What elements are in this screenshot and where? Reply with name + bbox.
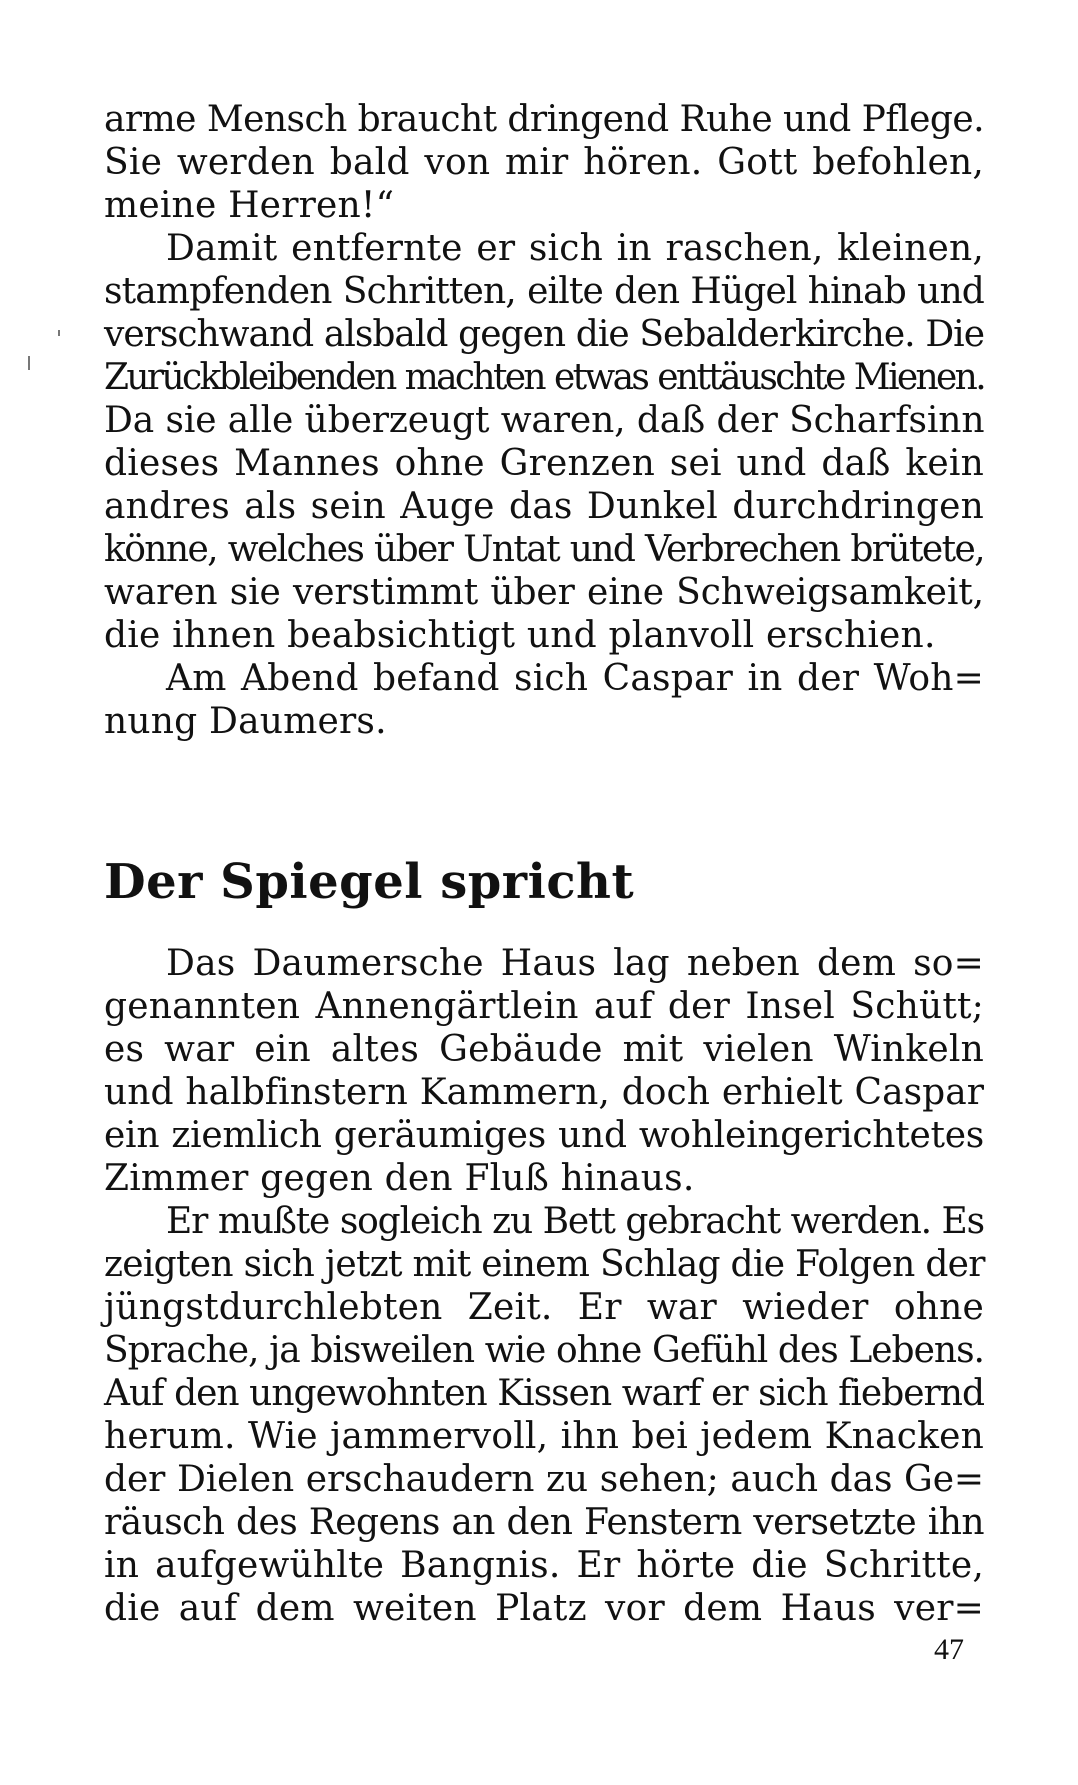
text-line: die ihnen beabsichtigt und planvoll erschien. [104, 615, 936, 656]
text-line: zeigten sich jetzt mit einem Schlag die Folgen der [104, 1244, 985, 1285]
text-line: Zimmer gegen den Fluß hinaus. [104, 1158, 695, 1199]
text-line: jüngstdurchlebten Zeit. Er war wieder ohne [104, 1287, 984, 1328]
text-line: meine Herren!“ [104, 185, 395, 226]
text-line: Damit entfernte er sich in raschen, kleinen, [166, 228, 984, 269]
text-line: Sprache, ja bisweilen wie ohne Gefühl des Lebens. [104, 1330, 984, 1371]
chapter-heading: Der Spiegel spricht [104, 854, 635, 910]
text-line: in aufgewühlte Bangnis. Er hörte die Schritte, [104, 1545, 984, 1586]
text-line: Er mußte sogleich zu Bett gebracht werden. Es [166, 1201, 984, 1242]
text-line: andres als sein Auge das Dunkel durchdringen [104, 486, 984, 527]
text-line: Sie werden bald von mir hören. Gott befohlen, [104, 142, 984, 183]
text-line: stampfenden Schritten, eilte den Hügel hinab und [104, 271, 984, 312]
text-line: Zurückbleibenden machten etwas enttäuschte Mienen. [104, 357, 984, 398]
text-line: es war ein altes Gebäude mit vielen Winkeln [104, 1029, 984, 1070]
text-line: nung Daumers. [104, 701, 387, 742]
text-line: dieses Mannes ohne Grenzen sei und daß kein [104, 443, 984, 484]
margin-mark [28, 356, 30, 370]
text-line: der Dielen erschaudern zu sehen; auch das Ge= [104, 1459, 984, 1500]
text-line: und halbfinstern Kammern, doch erhielt Caspar [104, 1072, 984, 1113]
text-line: waren sie verstimmt über eine Schweigsamkeit, [104, 572, 984, 613]
text-line: könne, welches über Untat und Verbrechen brütete, [104, 529, 984, 570]
text-line: Am Abend befand sich Caspar in der Woh= [166, 658, 984, 699]
margin-mark [58, 330, 60, 336]
page-number: 47 [934, 1633, 964, 1666]
text-line: genannten Annengärtlein auf der Insel Schütt; [104, 986, 984, 1027]
text-line: Da sie alle überzeugt waren, daß der Scharfsinn [104, 400, 985, 441]
text-line: räusch des Regens an den Fenstern versetzte ihn [104, 1502, 984, 1543]
text-line: Das Daumersche Haus lag neben dem so= [166, 943, 984, 984]
text-line: Auf den ungewohnten Kissen warf er sich fiebernd [104, 1373, 984, 1414]
text-line: ein ziemlich geräumiges und wohleingerichtetes [104, 1115, 984, 1156]
text-line: herum. Wie jammervoll, ihn bei jedem Knacken [104, 1416, 984, 1457]
text-line: die auf dem weiten Platz vor dem Haus ver= [104, 1588, 984, 1629]
text-line: verschwand alsbald gegen die Sebalderkirche. Die [104, 314, 984, 355]
text-line: arme Mensch braucht dringend Ruhe und Pflege. [104, 99, 984, 140]
